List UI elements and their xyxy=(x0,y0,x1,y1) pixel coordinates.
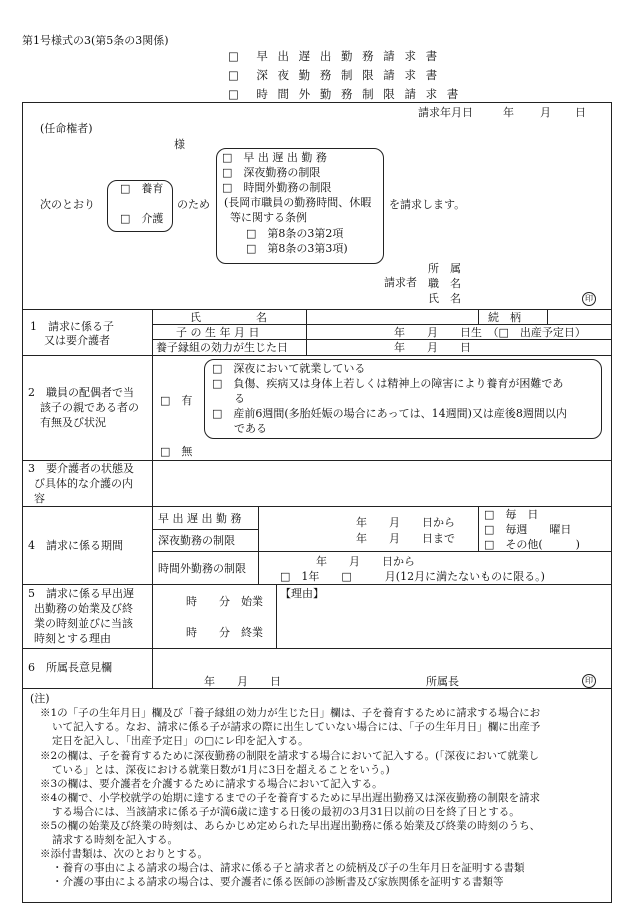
s6-label: 6 所属長意見欄 xyxy=(28,661,112,674)
note-line: ※1の「子の生年月日」欄及び「養子縁組の効力が生じた日」欄は、子を養育するために請求する場合にお xyxy=(40,707,541,719)
note-line: ※2の欄は、子を養育するために深夜勤務の制限を請求する場合において記入する。(「深夜において就業し xyxy=(40,750,540,762)
type-early-late-checkbox[interactable]: □ 早 出 遅 出 勤 務 xyxy=(222,151,327,164)
divider xyxy=(258,506,259,584)
divider xyxy=(152,529,258,530)
s2-opt-illness-cont: る xyxy=(212,392,245,405)
ordinance-text-1: (長岡市職員の勤務時間、休暇 xyxy=(224,196,372,209)
s2-opt-night[interactable]: □ 深夜において就業している xyxy=(212,362,366,375)
request-text: を請求します。 xyxy=(389,198,466,211)
s4-night: 深夜勤務の制限 xyxy=(158,534,235,547)
title-early-late: □ 早 出 遅 出 勤 務 請 求 書 xyxy=(228,49,441,63)
s2-opt-illness[interactable]: □ 負傷、疾病又は身体上若しくは精神上の障害により養育が困難であ xyxy=(212,377,564,390)
s4-freq-other[interactable]: □ その他( ) xyxy=(484,538,580,551)
reason-care-checkbox[interactable]: □ 介護 xyxy=(120,212,164,225)
s3-label-3: 容 xyxy=(34,492,45,505)
note-line: する場合には、当該請求に係る子が満6歳に達する日後の最初の3月31日以前の日を終了日とする。 xyxy=(52,806,520,818)
s1-label-2: 又は要介護者 xyxy=(44,334,110,347)
s5-label-4: 時刻とする理由 xyxy=(34,632,111,645)
s4-ot-from[interactable]: 年 月 日から xyxy=(316,555,415,568)
note-line: ※添付書類は、次のとおりとする。 xyxy=(40,848,208,860)
clause-2-checkbox[interactable]: □ 第8条の3第2項 xyxy=(246,227,344,240)
divider xyxy=(478,506,479,551)
tame-label: のため xyxy=(177,198,210,211)
s3-label-1: 3 要介護者の状態及 xyxy=(28,462,134,475)
s2-opt-maternity[interactable]: □ 産前6週間(多胎妊娠の場合にあっては、14週間)又は産後8週間以内 xyxy=(212,407,567,420)
divider xyxy=(306,309,307,355)
s1-label-1: 1 請求に係る子 xyxy=(30,320,114,333)
date-month: 月 xyxy=(540,106,551,119)
clause-3-checkbox[interactable]: □ 第8条の3第3項) xyxy=(246,242,348,255)
s2-yes-checkbox[interactable]: □ 有 xyxy=(160,394,193,407)
s1-name-label: 氏 名 xyxy=(190,311,267,324)
appointer-label: (任命権者) xyxy=(40,122,93,135)
date-year: 年 xyxy=(503,106,514,119)
note-line: 定日を記入し、「出産予定日」の□にレ印を記入する。 xyxy=(52,735,309,747)
s2-no-checkbox[interactable]: □ 無 xyxy=(160,445,193,458)
note-line: ※3の欄は、要介護者を介護するために請求する場合において記入する。 xyxy=(40,778,383,790)
note-line: ・介護の事由による請求の場合は、要介護者に係る医師の診断書及び家族関係を証明する書類等 xyxy=(52,876,504,888)
form-number: 第1号様式の3(第5条の3関係) xyxy=(22,34,169,47)
s6-seal-mark: 印 xyxy=(582,674,596,688)
divider xyxy=(478,309,479,325)
s1-birth-value[interactable]: 年 月 日生 （□ 出産予定日） xyxy=(394,326,586,339)
s4-label: 4 請求に係る期間 xyxy=(28,539,123,552)
note-line: ※5の欄の始業及び終業の時刻は、あらかじめ定められた早出遅出勤務に係る始業及び終業の時刻のうち、 xyxy=(40,820,541,832)
s4-freq-daily[interactable]: □ 毎 日 xyxy=(484,508,539,521)
s4-freq-weekly[interactable]: □ 毎週 曜日 xyxy=(484,523,572,536)
s6-head-label: 所属長 xyxy=(426,675,459,688)
position-label: 職 名 xyxy=(428,277,461,290)
s1-relation-label: 続 柄 xyxy=(488,311,521,324)
divider xyxy=(22,355,612,356)
s5-label-1: 5 請求に係る早出遅 xyxy=(28,587,134,600)
title-overtime-limit: □ 時 間 外 勤 務 制 限 請 求 書 xyxy=(228,87,462,101)
sama-label: 様 xyxy=(174,138,185,151)
claimant-label: 請求者 xyxy=(384,276,417,289)
notes-title: (注) xyxy=(30,692,50,705)
divider xyxy=(276,584,277,648)
s2-opt-maternity-cont: である xyxy=(212,422,267,435)
s5-label-2: 出勤務の始業及び終 xyxy=(34,602,133,615)
type-overtime-checkbox[interactable]: □ 時間外勤務の制限 xyxy=(222,181,332,194)
name-label: 氏 名 xyxy=(428,292,461,305)
divider xyxy=(22,460,612,461)
divider xyxy=(22,584,612,585)
divider xyxy=(547,309,548,325)
s4-from[interactable]: 年 月 日から xyxy=(356,516,455,529)
note-line: 請求する時刻を記入する。 xyxy=(52,834,178,846)
s3-label-2: び具体的な介護の内 xyxy=(34,477,133,490)
divider xyxy=(22,309,612,310)
s5-label-3: 業の時刻並びに当該 xyxy=(34,617,133,630)
s5-reason-label: 【理由】 xyxy=(280,587,324,600)
request-date-label: 請求年月日 xyxy=(418,106,473,119)
s4-early-late: 早 出 遅 出 勤 務 xyxy=(158,512,242,525)
date-day: 日 xyxy=(575,106,586,119)
note-line: ・養育の事由による請求の場合は、請求に係る子と請求者との続柄及び子の生年月日を証明する書類 xyxy=(52,862,525,874)
note-line: ている」とは、深夜における就業日数が1月に3日を超えることをいう。) xyxy=(52,764,390,776)
s1-adopt-value[interactable]: 年 月 日 xyxy=(394,341,471,354)
lead-text: 次のとおり xyxy=(40,198,95,211)
s4-overtime: 時間外勤務の制限 xyxy=(158,562,246,575)
divider xyxy=(22,506,612,507)
s4-to[interactable]: 年 月 日まで xyxy=(356,532,455,545)
s5-end[interactable]: 時 分 終業 xyxy=(186,626,263,639)
divider xyxy=(22,688,612,689)
s1-adopt-label: 養子縁組の効力が生じた日 xyxy=(156,341,288,354)
ordinance-text-2: 等に関する条例 xyxy=(230,211,307,224)
s2-label-1: 2 職員の配偶者で当 xyxy=(28,386,134,399)
seal-mark: 印 xyxy=(582,292,596,306)
divider xyxy=(152,309,153,688)
note-line: いて記入する。なお、請求に係る子が請求の際に出生していない場合には、「子の生年月日」欄に出産予 xyxy=(52,721,541,733)
reason-childcare-checkbox[interactable]: □ 養育 xyxy=(120,182,164,195)
s6-date[interactable]: 年 月 日 xyxy=(204,675,281,688)
note-line: ※4の欄で、小学校就学の始期に達するまでの子を養育するために早出遅出勤務又は深夜勤務の制限を請求 xyxy=(40,792,540,804)
s5-start[interactable]: 時 分 始業 xyxy=(186,595,263,608)
title-night-limit: □ 深 夜 勤 務 制 限 請 求 書 xyxy=(228,68,441,82)
s2-label-2: 該子の親である者の xyxy=(40,401,139,414)
s4-ot-period[interactable]: □ 1年 □ 月(12月に満たないものに限る。) xyxy=(280,570,545,583)
s1-birth-label: 子 の 生 年 月 日 xyxy=(176,326,260,339)
type-night-checkbox[interactable]: □ 深夜勤務の制限 xyxy=(222,166,321,179)
affiliation-label: 所 属 xyxy=(428,262,461,275)
s2-label-3: 有無及び状況 xyxy=(40,416,106,429)
divider xyxy=(22,648,612,649)
